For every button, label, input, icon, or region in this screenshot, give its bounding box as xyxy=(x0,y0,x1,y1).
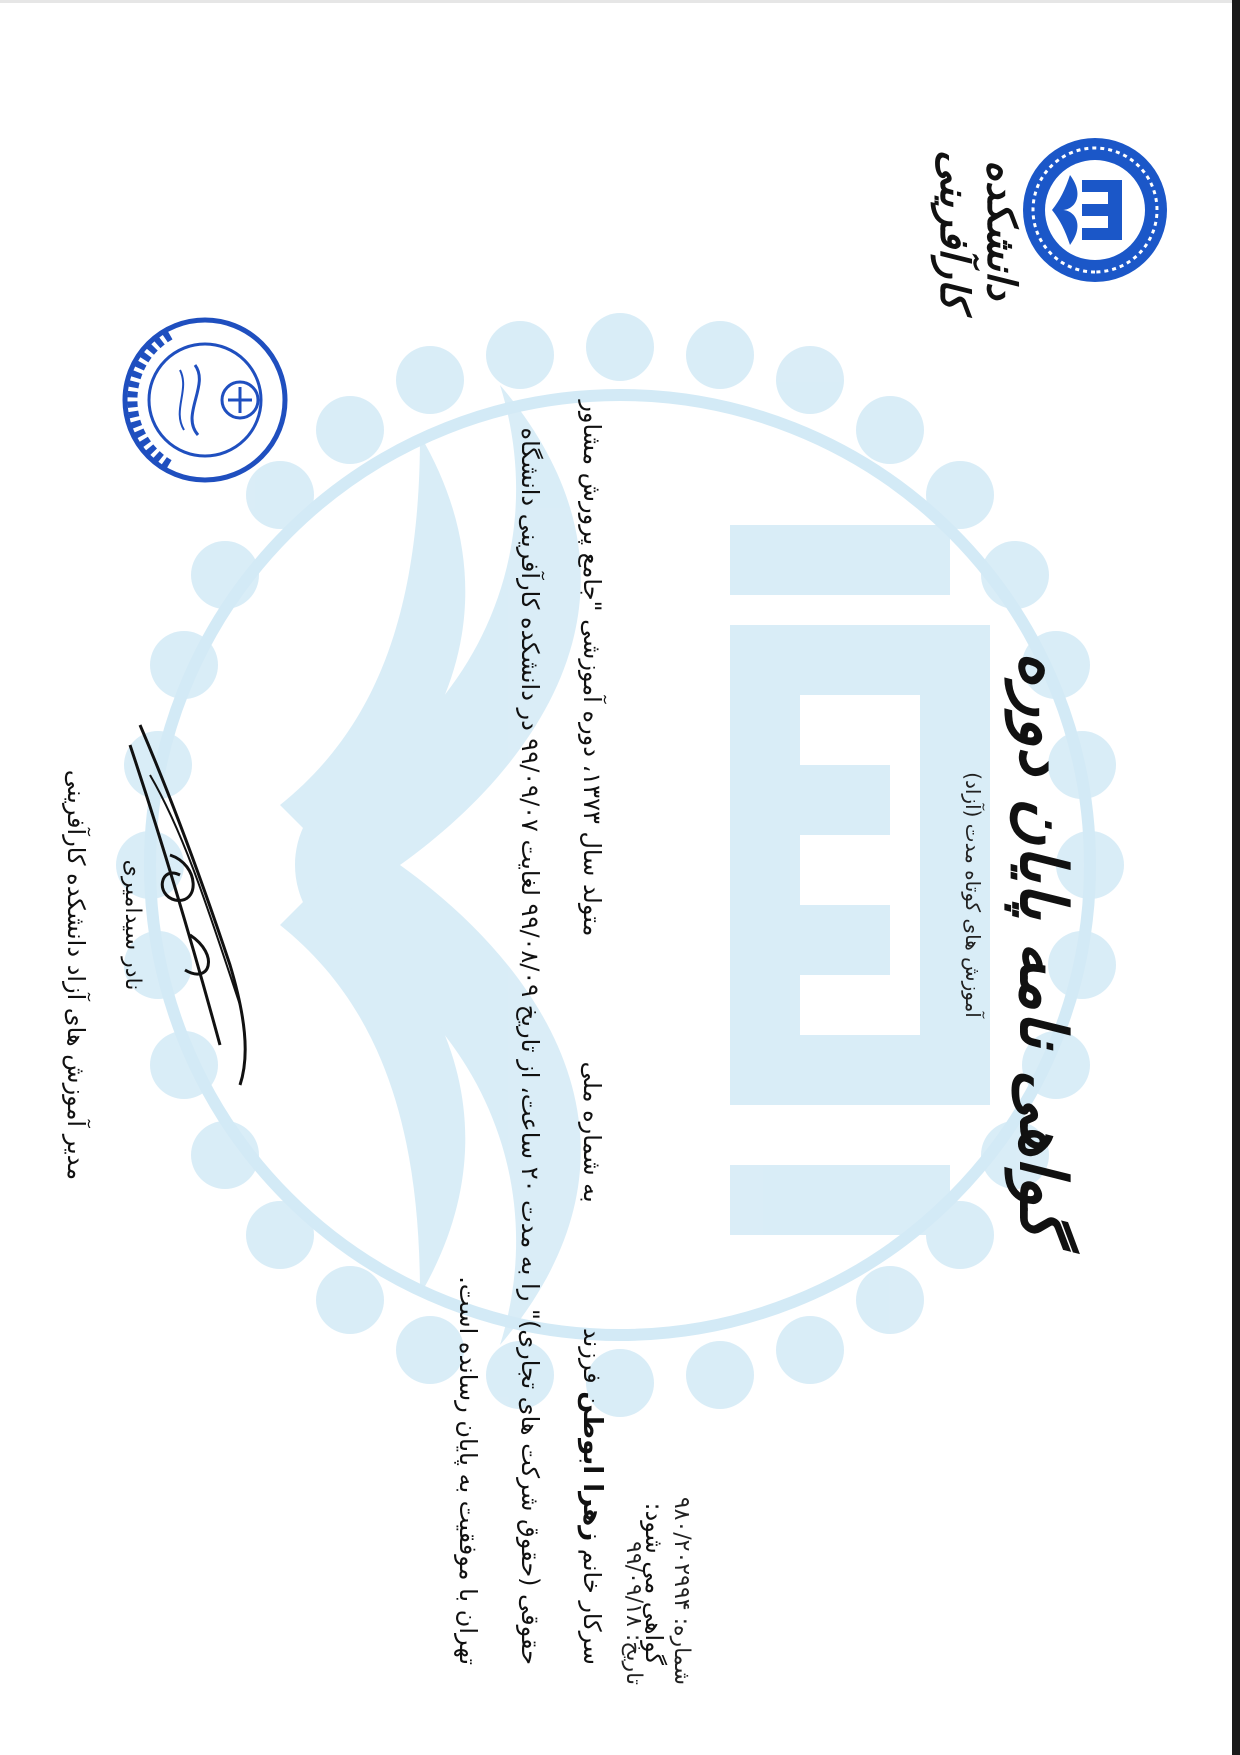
body-line-3: حقوقی (حقوق شرکت های تجاری)" را به مدت ۲۰ ساعت، از تاریخ ۹۹/۰۸/۰۹ لغایت ۹۹/۰۹/۰۷ در دانشکده کارآفرینی دانشگاه xyxy=(516,427,544,1665)
signatory-name: نادر سیدامیری xyxy=(120,859,145,991)
certificate-canvas xyxy=(30,35,1210,1715)
certificate-body xyxy=(437,345,685,1665)
scan-edge-right xyxy=(1232,0,1240,1755)
signatory-title: مدیر آموزش های آزاد دانشکده کارآفرینی xyxy=(62,769,90,1181)
recipient-name: زهرا ابوطن xyxy=(577,1391,607,1542)
certificate-subtitle: آموزش های کوتاه مدت (آزاد) xyxy=(961,772,985,1018)
certificate-title: گواهی نامه پایان دوره xyxy=(1005,651,1080,1239)
university-logo xyxy=(1020,135,1170,285)
body-line-2-b: فرزند xyxy=(578,1328,606,1384)
body-line-1: گواهی می شود: xyxy=(640,1502,668,1665)
office-stamp-icon xyxy=(120,315,290,485)
body-line-2-a: سرکار خانم xyxy=(578,1548,606,1665)
body-line-2-c: به شماره ملی xyxy=(578,1061,606,1203)
office-stamp xyxy=(120,315,290,485)
number-label: شماره: xyxy=(669,1617,694,1685)
body-line-2-d: متولد سال ۱۳۷۳، دوره آموزشی "جامع پرورش مشاور xyxy=(578,400,606,937)
number-value: ۹۸۰/۲۰۲۹۹۴ xyxy=(669,1496,694,1611)
university-seal-icon xyxy=(1020,135,1170,285)
scan-edge-top xyxy=(0,0,1240,3)
date-label: تاریخ: xyxy=(621,1633,646,1685)
date-value: ۹۹/۰۹/۱۸ xyxy=(621,1541,646,1627)
body-line-2 xyxy=(561,345,623,1665)
body-line-4: تهران با موفقیت به پایان رسانده است. xyxy=(454,1276,482,1665)
university-name: دانشکده کارآفرینی xyxy=(931,150,1025,310)
